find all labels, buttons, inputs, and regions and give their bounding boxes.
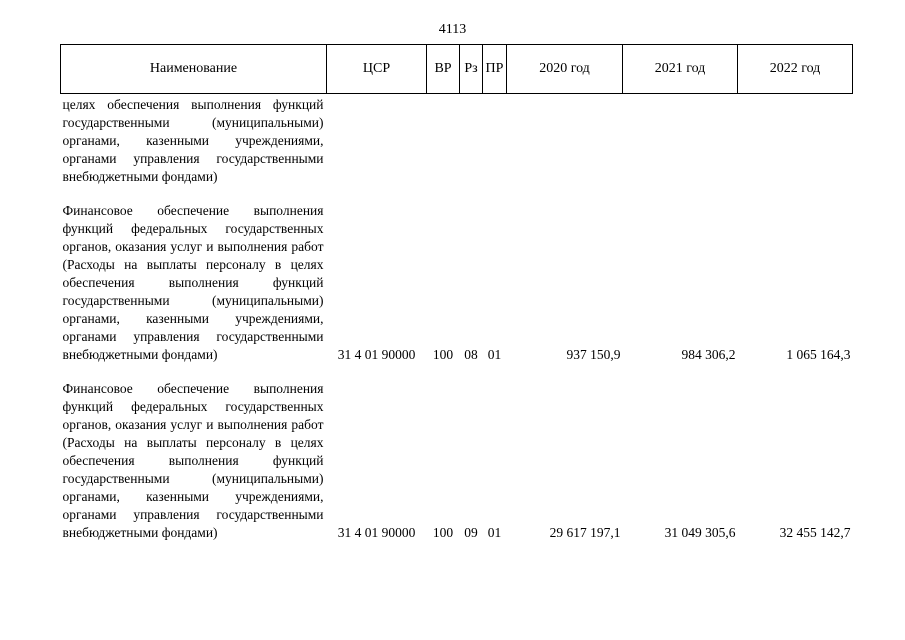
budget-table [60, 44, 853, 542]
row-pr [483, 94, 507, 187]
header-csr: ЦСР [327, 45, 427, 94]
row-vr: 100 [432, 347, 454, 362]
header-rz: Рз [460, 45, 483, 94]
header-2022: 2022 год [738, 45, 853, 94]
header-2020: 2020 год [507, 45, 623, 94]
row-2020: 29 617 197,1 [549, 525, 621, 540]
row-2021 [623, 94, 738, 187]
row-vr [427, 94, 460, 187]
row-pr: 01 [487, 525, 502, 540]
table-row [61, 364, 853, 542]
row-csr [327, 94, 427, 187]
table-header-row [61, 45, 853, 94]
table-row [61, 186, 853, 364]
header-name: Наименование [61, 45, 327, 94]
page-number: 4113 [438, 22, 467, 37]
row-vr: 100 [432, 525, 454, 540]
row-2022: 32 455 142,7 [779, 525, 851, 540]
row-2020 [507, 94, 623, 187]
row-rz [460, 94, 483, 187]
row-rz: 09 [464, 525, 478, 540]
header-pr: ПР [483, 45, 507, 94]
row-name: Финансовое обеспечение выполнения функций федеральных государственных органов, оказания услуг и выполнения работ (Расходы на выплаты персоналу в целях обеспечения выполнения функций государственными (муниципальными) органами, казенными учреждениями, органами управления государственными внебюджетными фондами) [62, 381, 324, 540]
row-csr: 31 4 01 90000 [337, 525, 416, 540]
row-name: Финансовое обеспечение выполнения функций федеральных государственных органов, оказания услуг и выполнения работ (Расходы на выплаты персоналу в целях обеспечения выполнения функций государственными (муниципальными) органами, казенными учреждениями, органами управления государственными внебюджетными фондами) [62, 203, 324, 362]
row-rz: 08 [464, 347, 478, 362]
row-csr: 31 4 01 90000 [337, 347, 416, 362]
row-2020: 937 150,9 [566, 347, 621, 362]
row-name: целях обеспечения выполнения функций государственными (муниципальными) органами, казенными учреждениями, органами управления государственными внебюджетными фондами) [62, 97, 324, 184]
row-2021: 984 306,2 [681, 347, 736, 362]
header-2021: 2021 год [623, 45, 738, 94]
row-2022: 1 065 164,3 [786, 347, 851, 362]
row-2022 [738, 94, 853, 187]
header-vr: ВР [427, 45, 460, 94]
table-row [61, 94, 853, 187]
row-pr: 01 [487, 347, 502, 362]
row-2021: 31 049 305,6 [664, 525, 736, 540]
